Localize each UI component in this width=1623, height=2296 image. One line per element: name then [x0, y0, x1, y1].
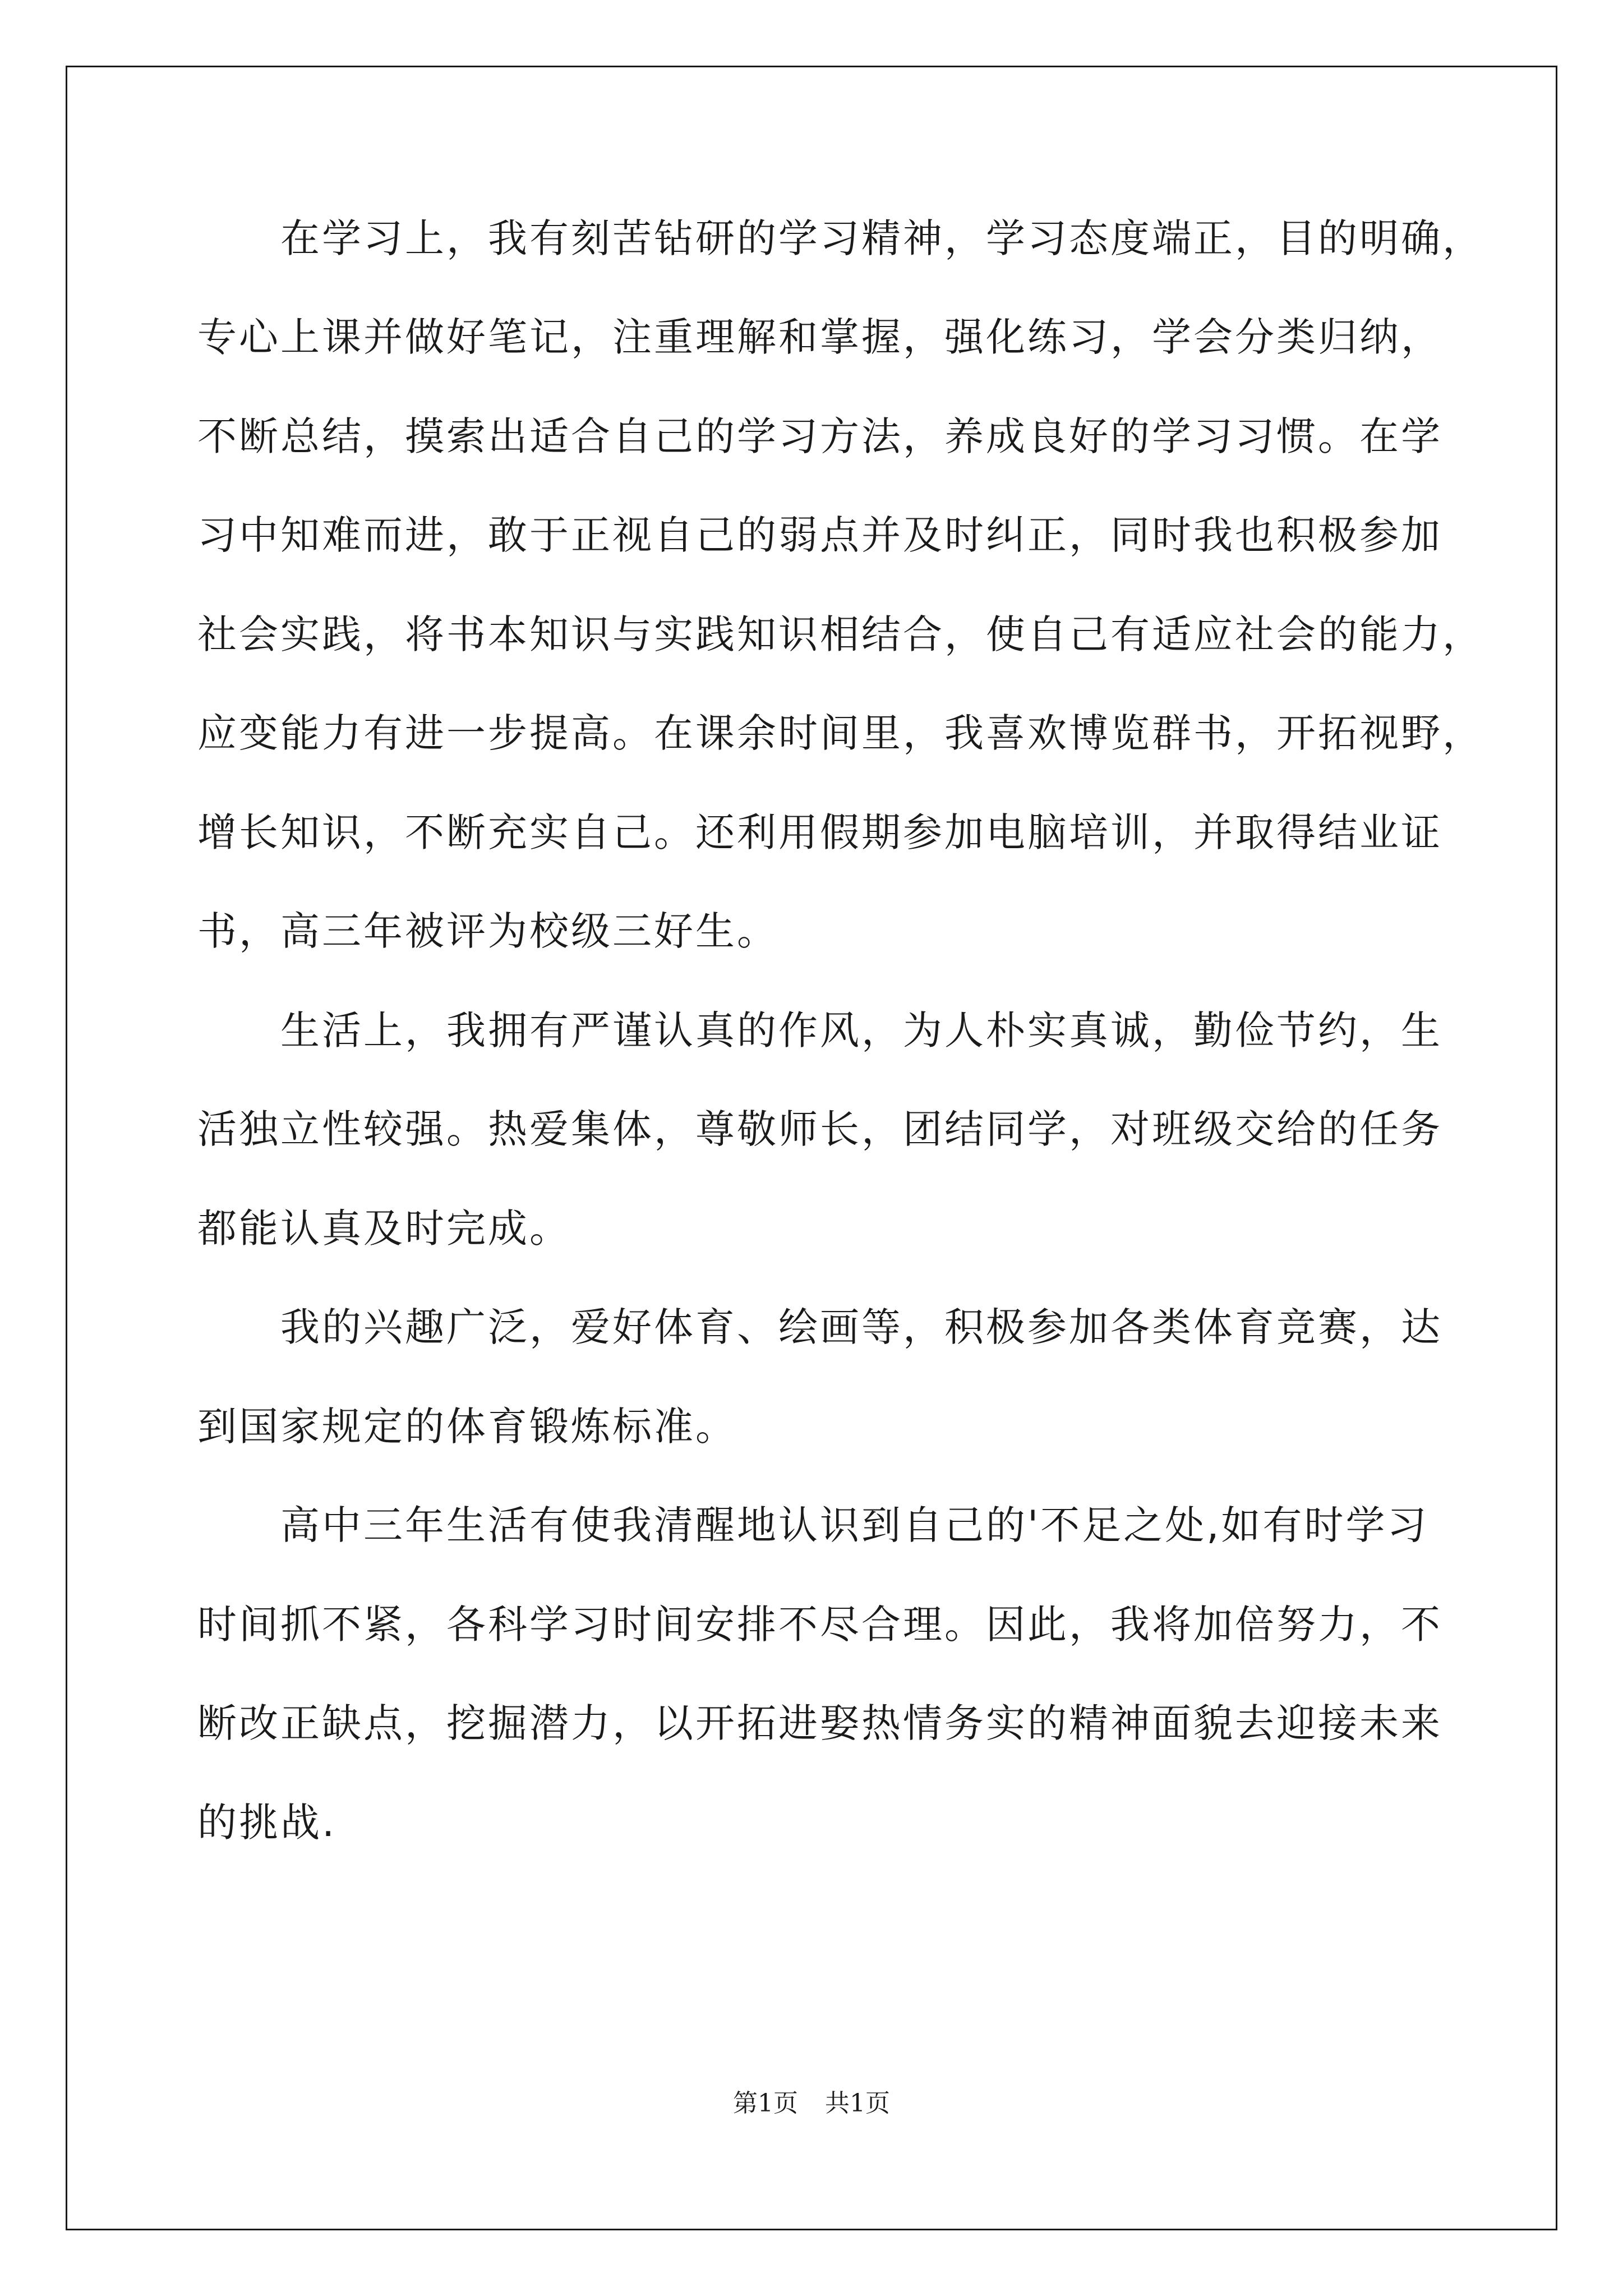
body-line-11: 都能认真及时完成。	[197, 1205, 571, 1251]
body-line-2: 专心上课并做好笔记，注重理解和掌握，强化练习，学会分类归纳，	[197, 314, 1442, 360]
page-number-total: 共1页	[825, 2089, 890, 2118]
body-line-14: 高中三年生活有使我清醒地认识到自己的'不足之处,如有时学习	[280, 1502, 1429, 1548]
body-line-10: 活独立性较强。热爱集体，尊敬师长，团结同学，对班级交给的任务	[197, 1106, 1442, 1152]
body-line-4: 习中知难而进，敢于正视自己的弱点并及时纠正，同时我也积极参加	[197, 512, 1442, 558]
body-line-17: 的挑战.	[197, 1800, 337, 1846]
body-line-8: 书，高三年被评为校级三好生。	[197, 908, 778, 954]
body-line-7: 增长知识，不断充实自己。还利用假期参加电脑培训，并取得结业证	[197, 809, 1442, 855]
body-line-5: 社会实践，将书本知识与实践知识相结合，使自己有适应社会的能力，	[197, 611, 1484, 657]
body-line-15: 时间抓不紧，各科学习时间安排不尽合理。因此，我将加倍努力，不	[197, 1602, 1442, 1648]
body-line-16: 断改正缺点，挖掘潜力，以开拓进娶热情务实的精神面貌去迎接未来	[197, 1700, 1442, 1746]
body-line-9: 生活上，我拥有严谨认真的作风，为人朴实真诚，勤俭节约，生	[280, 1007, 1442, 1053]
body-line-12: 我的兴趣广泛，爱好体育、绘画等，积极参加各类体育竞赛，达	[280, 1304, 1442, 1350]
body-line-6: 应变能力有进一步提高。在课余时间里，我喜欢博览群书，开拓视野，	[197, 710, 1484, 756]
page-number-current: 第1页	[733, 2089, 798, 2118]
body-line-1: 在学习上，我有刻苦钻研的学习精神，学习态度端正，目的明确，	[280, 215, 1484, 261]
body-line-13: 到国家规定的体育锻炼标准。	[197, 1404, 737, 1450]
page-footer	[0, 2087, 1623, 2120]
body-line-3: 不断总结，摸索出适合自己的学习方法，养成良好的学习习惯。在学	[197, 413, 1442, 459]
